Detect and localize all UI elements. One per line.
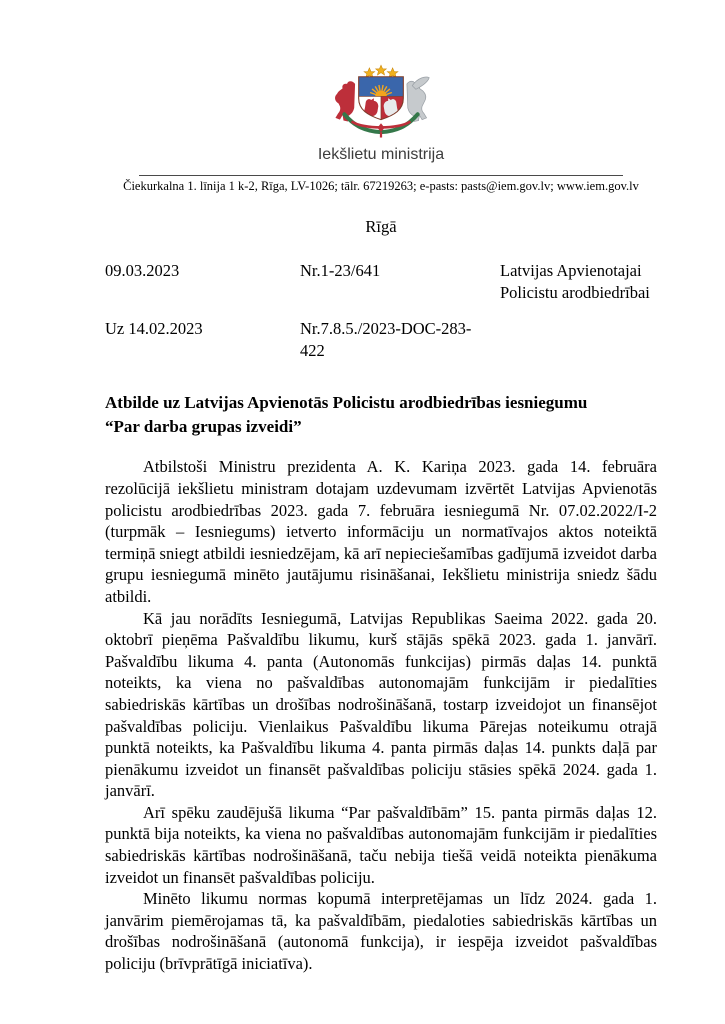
ministry-name: Iekšlietu ministrija xyxy=(317,146,445,163)
reference-block xyxy=(105,260,657,361)
paragraph: Minēto likumu normas kopumā interpretējamas un līdz 2024. gada 1. janvārim piemērojamas tā, ka pašvaldībām, piedaloties sabiedriskās kārtības un drošības nodrošināšanā (autonomā funkcija), ir iespēja izveidot pašvaldības policiju (brīvprātīgā iniciatīva). xyxy=(105,889,657,974)
contact-line: Čiekurkalna 1. līnija 1 k-2, Rīga, LV-1026; tālr. 67219263; e-pasts: pasts@iem.gov.lv; www.iem.gov.lv xyxy=(123,179,639,193)
ref-date: 09.03.2023 xyxy=(105,261,180,280)
place-line: Rīgā xyxy=(365,217,397,236)
ref-number: Nr.7.8.5./2023-DOC-283-422 xyxy=(300,319,472,360)
subject-title: Atbilde uz Latvijas Apvienotās Policistu arodbiedrības iesniegumu “Par darba grupas izveidi” xyxy=(105,393,588,436)
paragraph: Kā jau norādīts Iesniegumā, Latvijas Republikas Saeima 2022. gada 20. oktobrī pieņēma Pašvaldību likumu, kurš stājās spēkā 2023. gada 1. janvārī. Pašvaldību likuma 4. panta (Autonomās funkcijas) pirmās daļas 14. punktā noteikts, ka viena no pašvaldības autonomajām funkcijām ir piedalīties sabiedriskās kārtības un drošības nodrošināšanā, tostarp izveidojot un finansējot pašvaldības policiju. Vienlaikus Pašvaldību likuma Pārejas noteikumu otrajā punktā noteikts, ka Pašvaldību likuma 4. panta pirmās daļas 14. punkts daļā par pienākumu izveidot un finansēt pašvaldības policiju stāsies spēkā 2024. gada 1. janvārī. xyxy=(105,608,657,801)
ref-addressee: Latvijas Apvienotajai Policistu arodbiedrībai xyxy=(500,261,650,302)
letter-body xyxy=(105,456,657,974)
paragraph: Atbilstoši Ministru prezidenta A. K. Kariņa 2023. gada 14. februāra rezolūcijā iekšlietu ministram dotajam uzdevumam izvērtēt Latvijas Apvienotās policistu arodbiedrības 2023. gada 7. februāra iesniegumā Nr. 07.02.2022/I-2 (turpmāk – Iesniegums) ietverto informāciju un normatīvajos aktos noteiktā termiņā sniegt atbildi iesniedzējam, kā arī nepieciešamības gadījumā izveidot darba grupu iesniegumā minēto jautājumu risināšanai, Iekšlietu ministrija sniedz šādu atbildi. xyxy=(105,457,657,606)
ref-addressee xyxy=(500,318,657,361)
header-divider xyxy=(139,175,623,176)
latvia-coat-of-arms-icon xyxy=(314,62,448,138)
ref-date: Uz 14.02.2023 xyxy=(105,319,203,339)
ref-number: Nr.1-23/641 xyxy=(300,261,381,280)
ministry-header xyxy=(105,0,657,165)
paragraph: Arī spēku zaudējušā likuma “Par pašvaldībām” 15. panta pirmās daļas 12. punktā bija noteikts, ka viena no pašvaldības autonomajām funkcijām ir piedalīties sabiedriskās kārtības nodrošināšanā, taču nebija tiešā veidā noteikta pienākuma izveidot un finansēt pašvaldības policiju. xyxy=(105,802,657,887)
